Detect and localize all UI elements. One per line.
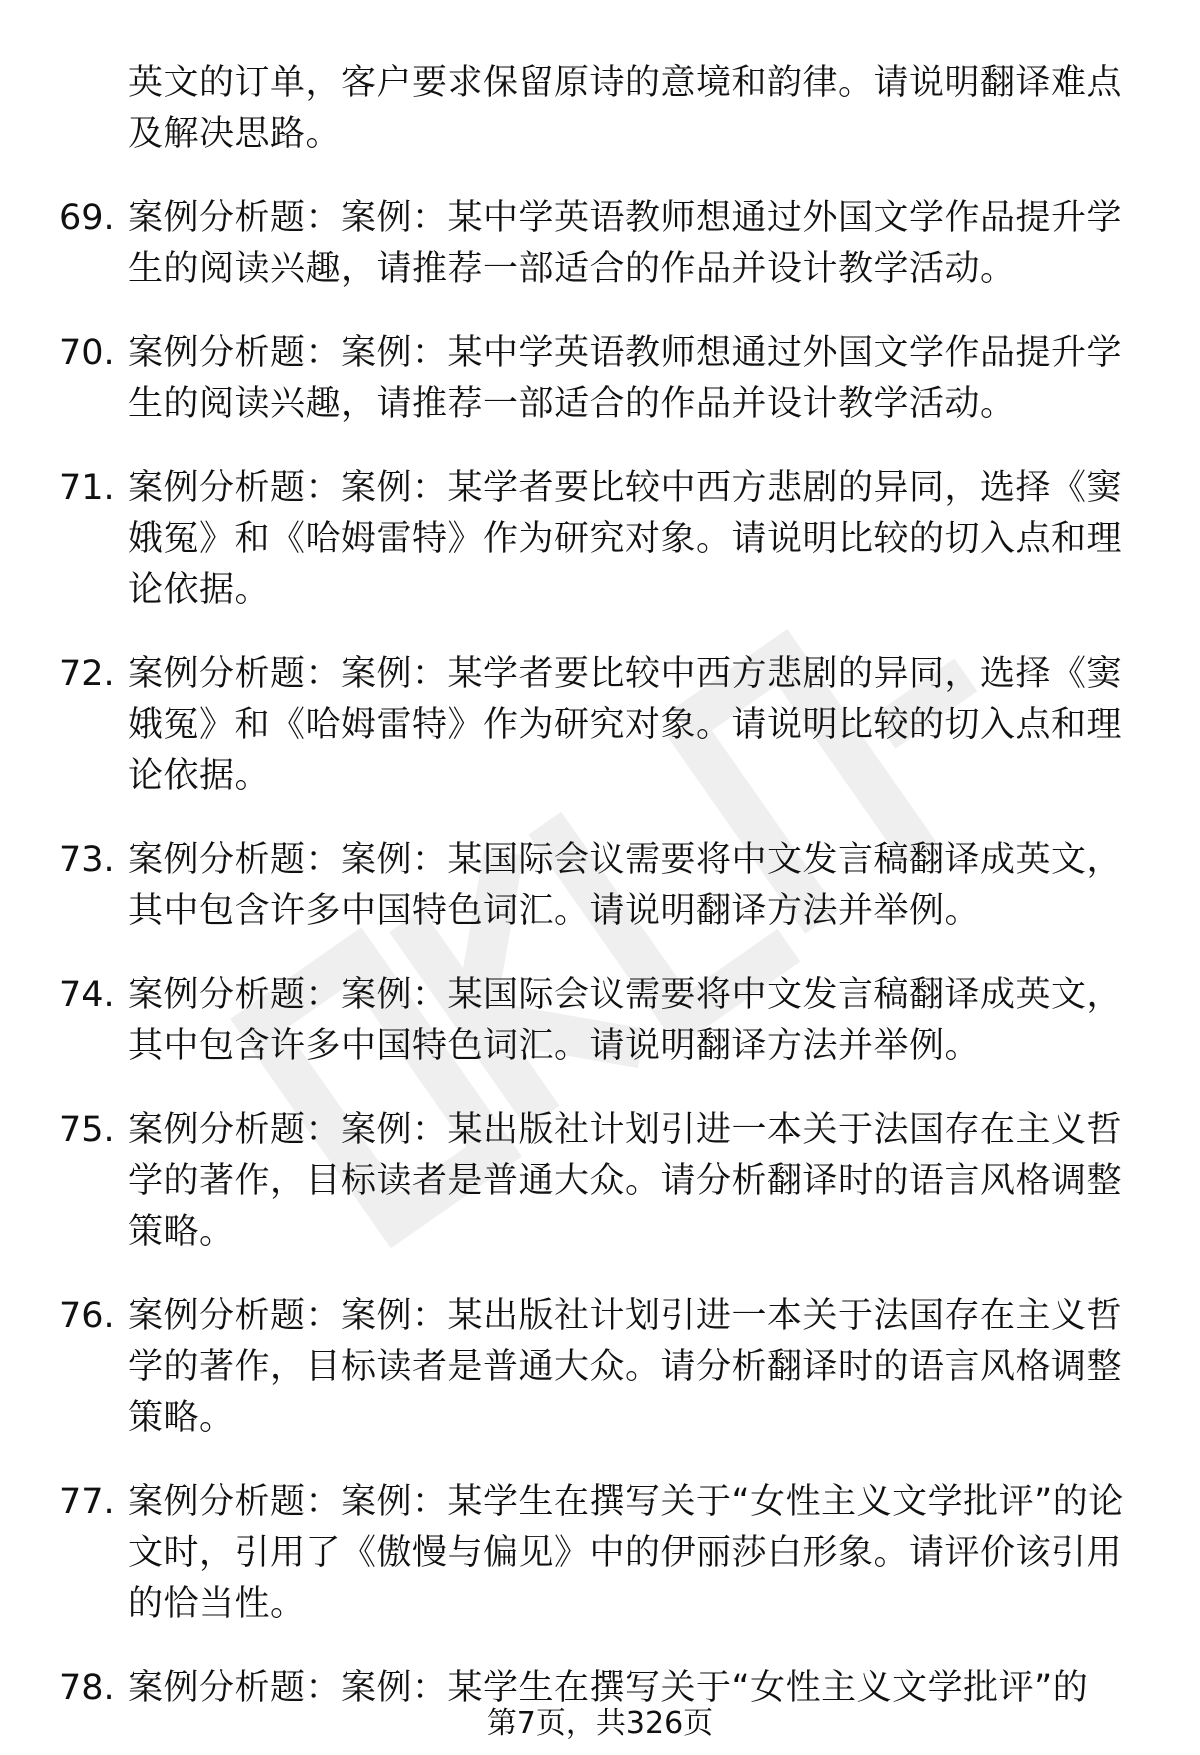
question-item	[0, 649, 1200, 802]
question-text: 案例分析题：案例：某国际会议需要将中文发言稿翻译成英文，其中包含许多中国特色词汇。请说明翻译方法并举例。	[128, 840, 1123, 931]
question-item	[0, 835, 1200, 937]
question-item	[0, 193, 1200, 295]
question-item	[0, 1291, 1200, 1444]
question-item	[0, 1105, 1200, 1258]
question-text: 案例分析题：案例：某学生在撰写关于“女性主义文学批评”的论文时，引用了《傲慢与偏见》中的伊丽莎白形象。请评价该引用的恰当性。	[128, 1482, 1124, 1624]
question-text: 案例分析题：案例：某出版社计划引进一本关于法国存在主义哲学的著作，目标读者是普通大众。请分析翻译时的语言风格调整策略。	[128, 1296, 1123, 1438]
question-text: 案例分析题：案例：某出版社计划引进一本关于法国存在主义哲学的著作，目标读者是普通大众。请分析翻译时的语言风格调整策略。	[128, 1110, 1123, 1252]
continuation-paragraph: 英文的订单，客户要求保留原诗的意境和韵律。请说明翻译难点及解决思路。	[128, 63, 1123, 154]
page-footer: 第7页，共326页	[486, 1706, 714, 1741]
question-text: 案例分析题：案例：某学者要比较中西方悲剧的异同，选择《窦娥冤》和《哈姆雷特》作为研究对象。请说明比较的切入点和理论依据。	[128, 654, 1123, 796]
question-text: 案例分析题：案例：某学者要比较中西方悲剧的异同，选择《窦娥冤》和《哈姆雷特》作为研究对象。请说明比较的切入点和理论依据。	[128, 468, 1123, 610]
question-number: 75.	[59, 1110, 115, 1150]
question-list	[0, 58, 1200, 1714]
question-text: 案例分析题：案例：某学生在撰写关于“女性主义文学批评”的	[128, 1668, 1089, 1708]
question-number: 70.	[59, 333, 115, 373]
question-number: 71.	[59, 468, 115, 508]
question-item	[0, 970, 1200, 1072]
question-item	[0, 1477, 1200, 1630]
question-number: 74.	[59, 975, 115, 1015]
question-item	[0, 328, 1200, 430]
question-number: 77.	[59, 1482, 115, 1522]
question-item	[0, 463, 1200, 616]
question-number: 72.	[59, 654, 115, 694]
question-text: 案例分析题：案例：某国际会议需要将中文发言稿翻译成英文，其中包含许多中国特色词汇。请说明翻译方法并举例。	[128, 975, 1123, 1066]
question-number: 76.	[59, 1296, 115, 1336]
question-number: 78.	[59, 1668, 115, 1708]
question-text: 案例分析题：案例：某中学英语教师想通过外国文学作品提升学生的阅读兴趣，请推荐一部适合的作品并设计教学活动。	[128, 333, 1123, 424]
question-number: 73.	[59, 840, 115, 880]
question-text: 案例分析题：案例：某中学英语教师想通过外国文学作品提升学生的阅读兴趣，请推荐一部适合的作品并设计教学活动。	[128, 198, 1123, 289]
question-number: 69.	[59, 198, 115, 238]
